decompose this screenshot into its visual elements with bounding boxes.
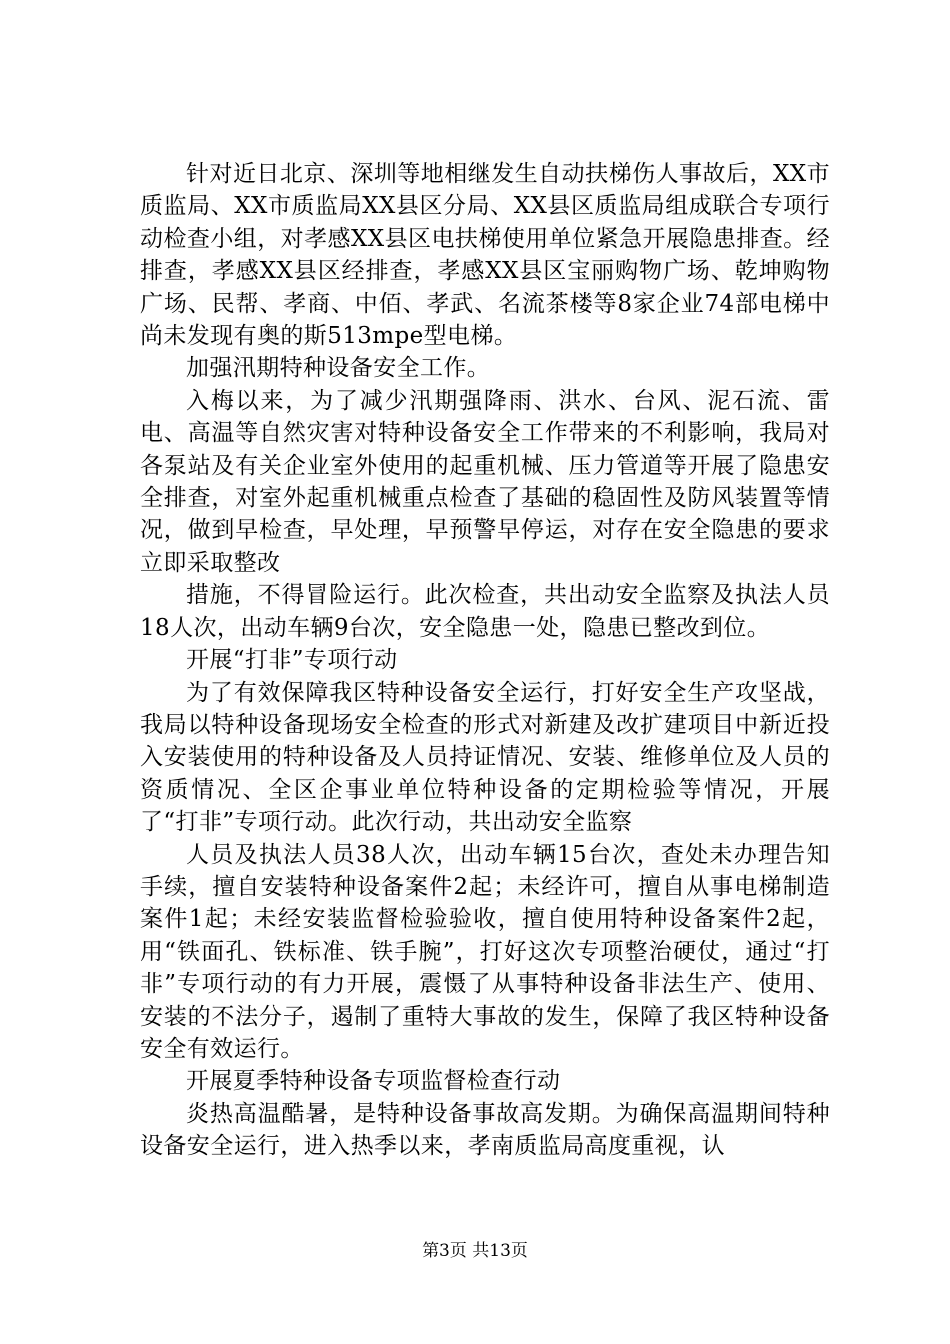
paragraph-anti-illegal-action: 为了有效保障我区特种设备安全运行，打好安全生产攻坚战，我局以特种设备现场安全检查的形式对新建及改扩建项目中新近投入安装使用的特种设备及人员持证情况、安装、维修单位及人员的资质情况、全区企事业单位特种设备的定期检验等情况，开展了“打非”专项行动。此次行动，共出动安全监察 bbox=[140, 679, 830, 836]
section-heading-flood-season: 加强汛期特种设备安全工作。 bbox=[186, 355, 491, 382]
section-heading-anti-illegal: 开展“打非”专项行动 bbox=[186, 647, 398, 674]
paragraph-anti-illegal-results: 人员及执法人员38人次，出动车辆15台次，查处未办理告知手续，擅自安装特种设备案件2起；未经许可，擅自从事电梯制造案件1起；未经安装监督检验验收，擅自使用特种设备案件2起，用“铁面孔、铁标准、铁手腕”，打好这次专项整治硬仗，通过“打非”专项行动的有力开展，震慑了从事特种设备非法生产、使用、安装的不法分子，遏制了重特大事故的发生，保障了我区特种设备安全有效运行。 bbox=[140, 841, 830, 1062]
paragraph-summer-inspection: 炎热高温酷暑，是特种设备事故高发期。为确保高温期间特种设备安全运行，进入热季以来，孝南质监局高度重视，认 bbox=[140, 1100, 830, 1160]
document-body bbox=[140, 158, 830, 1163]
paragraph-flood-season-results: 措施，不得冒险运行。此次检查，共出动安全监察及执法人员18人次，出动车辆9台次，安全隐患一处，隐患已整改到位。 bbox=[140, 582, 830, 641]
paragraph-flood-season-inspection: 入梅以来，为了减少汛期强降雨、洪水、台风、泥石流、雷电、高温等自然灾害对特种设备安全工作带来的不利影响，我局对各泵站及有关企业室外使用的起重机械、压力管道等开展了隐患安全排查，对室外起重机械重点检查了基础的稳固性及防风装置等情况，做到早检查，早处理，早预警早停运，对存在安全隐患的要求立即采取整改 bbox=[140, 387, 830, 576]
section-heading-summer-inspection: 开展夏季特种设备专项监督检查行动 bbox=[186, 1068, 561, 1095]
page-number-footer: 第3页 共13页 bbox=[422, 1241, 528, 1261]
paragraph-escalator-inspection: 针对近日北京、深圳等地相继发生自动扶梯伤人事故后，XX市质监局、XX市质监局XX县区分局、XX县区质监局组成联合专项行动检查小组，对孝感XX县区电扶梯使用单位紧急开展隐患排查。经排查，孝感XX县区经排查，孝感XX县区宝丽购物广场、乾坤购物广场、民帮、孝商、中佰、孝武、名流茶楼等8家企业74部电梯中尚未发现有奥的斯513mpe型电梯。 bbox=[140, 161, 830, 350]
